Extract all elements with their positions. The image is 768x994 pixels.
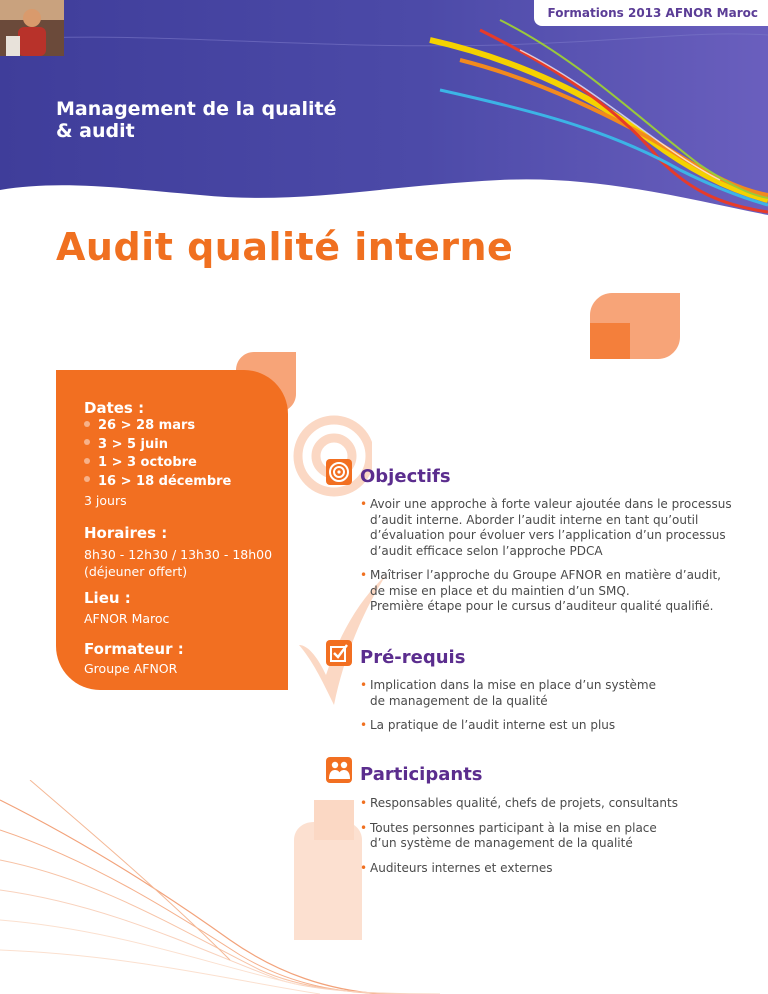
participants-list	[360, 796, 740, 885]
objectifs-title: Objectifs	[360, 466, 451, 487]
target-icon	[326, 459, 352, 485]
list-item: • Maîtriser l’approche du Groupe AFNOR en matière d’audit, de mise en place et du maintien d’un SMQ. Première étape pour le cursus d’auditeur qualité qualifié.	[360, 568, 740, 615]
bullet-dot-icon	[84, 458, 90, 464]
date-item: 1 > 3 octobre	[84, 454, 231, 473]
header-title	[56, 98, 336, 142]
bullet-dot-icon	[84, 439, 90, 445]
list-item: • La pratique de l’audit interne est un plus	[360, 718, 740, 734]
objectifs-list	[360, 497, 740, 624]
list-item: • Implication dans la mise en place d’un système de management de la qualité	[360, 678, 740, 709]
formateur-heading: Formateur :	[84, 640, 184, 658]
list-item: • Avoir une approche à forte valeur ajoutée dans le processus d’audit interne. Aborder l’audit interne en tant qu’outil d’évaluation pour évoluer vers l’application d’un processus d’audit efficace selon l’approche PDCA	[360, 497, 740, 559]
date-item: 3 > 5 juin	[84, 436, 231, 455]
header-title-line2: & audit	[56, 120, 135, 142]
prerequis-title: Pré-requis	[360, 647, 466, 668]
people-icon	[326, 757, 352, 783]
dates-list	[84, 417, 231, 491]
date-item: 16 > 18 décembre	[84, 473, 231, 492]
duration: 3 jours	[84, 493, 127, 508]
participants-title: Participants	[360, 764, 483, 785]
page-title: Audit qualité interne	[56, 225, 514, 269]
list-item: • Responsables qualité, chefs de projets, consultants	[360, 796, 740, 812]
horaires-line2: (déjeuner offert)	[84, 564, 188, 579]
horaires-line1: 8h30 - 12h30 / 13h30 - 18h00	[84, 547, 273, 562]
bullet-dot-icon	[84, 476, 90, 482]
header-title-line1: Management de la qualité	[56, 98, 337, 120]
bullet-dot-icon	[84, 421, 90, 427]
list-item: • Auditeurs internes et externes	[360, 861, 740, 877]
checkbox-icon	[326, 640, 352, 666]
dates-heading: Dates :	[84, 399, 145, 417]
list-item: • Toutes personnes participant à la mise en place d’un système de management de la qualité	[360, 821, 740, 852]
prerequis-list	[360, 678, 740, 743]
date-item: 26 > 28 mars	[84, 417, 231, 436]
lieu-heading: Lieu :	[84, 589, 131, 607]
header-photo	[0, 0, 64, 56]
lieu-value: AFNOR Maroc	[84, 611, 170, 626]
formateur-value: Groupe AFNOR	[84, 661, 178, 676]
header-tag: Formations 2013 AFNOR Maroc	[534, 0, 768, 26]
horaires-heading: Horaires :	[84, 524, 168, 542]
leaf-decoration-icon	[590, 293, 680, 359]
info-card	[56, 370, 288, 690]
